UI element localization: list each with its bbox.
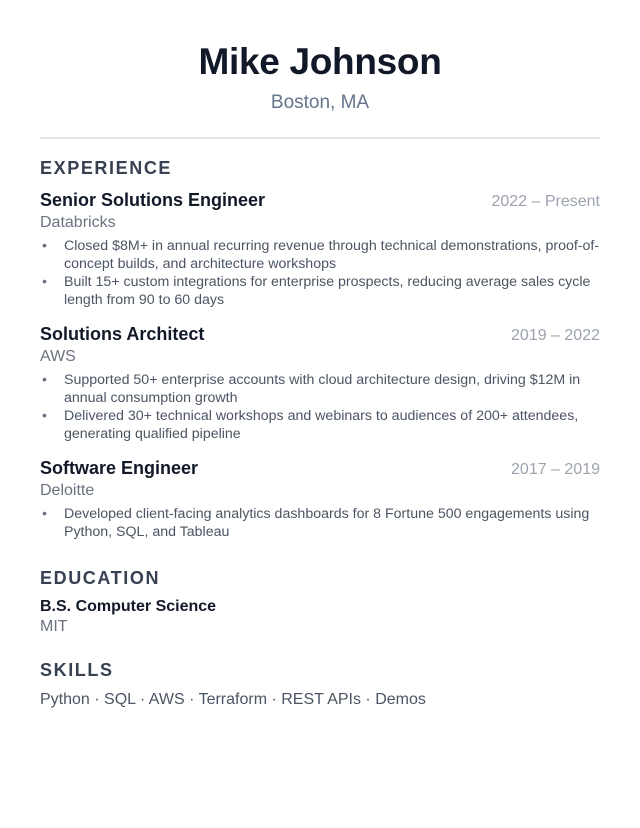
job-bullet: • Closed $8M+ in annual recurring revenue through technical demonstrations, proof-of-concept builds, and architecture workshops [40,237,600,273]
job-entry [40,189,600,309]
skills-heading: SKILLS [40,660,114,680]
job-title: Software Engineer [40,458,199,478]
degree: B.S. Computer Science [40,598,217,615]
job-company: AWS [40,348,76,365]
resume-header [40,0,600,116]
candidate-name: Mike Johnson [198,41,442,82]
job-bullet: • Supported 50+ enterprise accounts with cloud architecture design, driving $12M in annual consumption growth [40,371,600,407]
job-bullet: • Developed client-facing analytics dashboards for 8 Fortune 500 engagements using Python, SQL, and Tableau [40,505,600,541]
job-title: Senior Solutions Engineer [40,190,266,210]
job-company: Databricks [40,214,116,231]
education-entry [40,597,600,637]
job-dates: 2017 – 2019 [511,461,600,478]
job-title: Solutions Architect [40,324,205,344]
job-entry [40,323,600,443]
education-heading: EDUCATION [40,568,161,588]
job-bullets [40,237,600,309]
job-bullets [40,505,600,541]
job-entry [40,457,600,541]
skills-list: Python · SQL · AWS · Terraform · REST APIs · Demos [40,691,426,708]
school: MIT [40,618,68,635]
header-divider [40,137,600,139]
job-company: Deloitte [40,482,95,499]
experience-heading: EXPERIENCE [40,158,173,178]
job-bullets [40,371,600,443]
job-bullet: • Built 15+ custom integrations for enterprise prospects, reducing average sales cycle length from 90 to 60 days [40,273,600,309]
job-dates: 2022 – Present [491,193,600,210]
candidate-location: Boston, MA [270,92,370,113]
job-dates: 2019 – 2022 [511,327,600,344]
job-bullet: • Delivered 30+ technical workshops and webinars to audiences of 200+ attendees, generating qualified pipeline [40,407,600,443]
